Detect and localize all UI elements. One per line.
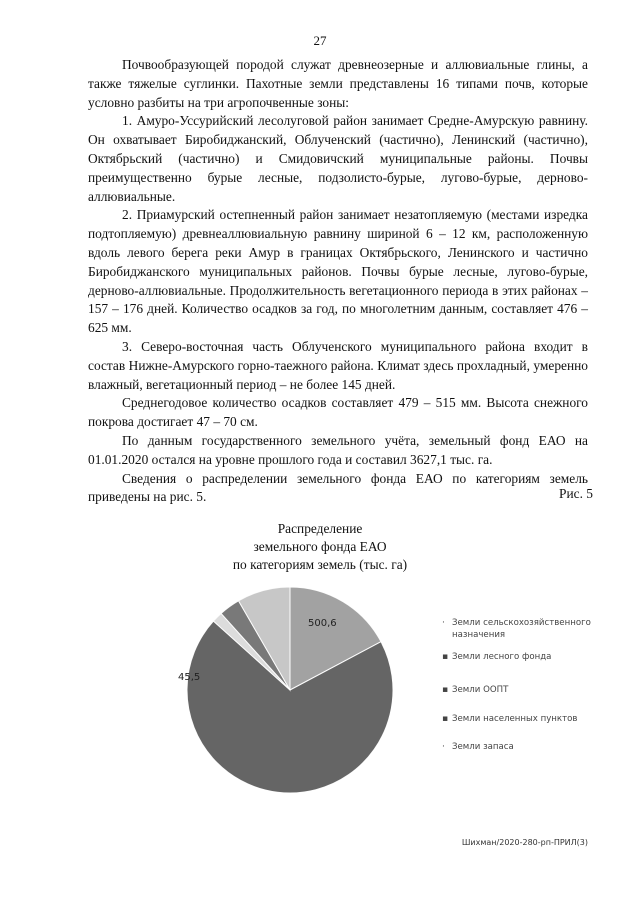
paragraph: По данным государственного земельного учёта, земельный фонд ЕАО на 01.01.2020 остался на уровне прошлого года и составил 3627,1 тыс. га.: [88, 432, 588, 467]
paragraph: 2. Приамурский остепненный район занимает незатопляемую (местами изредка подтопляемую) древнеаллювиальную равнину шириной 6 – 12 км, расположенную вдоль левого берега реки Амур в границах Октябрьского, Ленинского и частично Биробиджанского муниципальных районов. Почвы бурые лесные, лугово-бурые, дерново-аллювиальные. Продолжительность вегетационного периода в этих районах – 157 – 176 дней. Количество осадков за год, по многолетним данным, составляет 476 – 625 мм.: [88, 207, 588, 336]
legend-marker-icon: ·: [442, 618, 445, 628]
paragraph: 1. Амуро-Уссурийский лесолуговой район занимает Средне-Амурскую равнину. Он охватывает Биробиджанский, Облученский (частично), Ленинский (частично), Октябрьский (частично) и Смидовичский муниципальные районы. Почвы преимущественно бурые лесные, подзолисто-бурые, лугово-бурые, дерново-аллювиальные.: [88, 113, 588, 204]
chart-title: [200, 520, 440, 574]
legend-label: Земли ООПТ: [452, 685, 509, 695]
figure-label: Рис. 5: [559, 486, 593, 501]
legend-label: Земли сельскохозяйственного назначения: [452, 618, 591, 640]
pie-slices: [187, 587, 393, 793]
chart-title-line: по категориям земель (тыс. га): [232, 557, 408, 572]
paragraph: 3. Северо-восточная часть Облученского муниципального района входит в состав Нижне-Амурского горно-таежного района. Климат здесь прохладный, умеренно влажный, вегетационный период – не более 145 дней.: [88, 338, 588, 392]
paragraph: Сведения о распределении земельного фонда ЕАО по категориям земель приведены на рис. 5.: [88, 470, 588, 505]
legend-marker-icon: ·: [442, 742, 445, 752]
pie-chart: [140, 570, 440, 810]
legend-marker-icon: ▪: [442, 652, 449, 662]
paragraph: Почвообразующей породой служат древнеозерные и аллювиальные глины, а также тяжелые суглинки. Пахотные земли представлены 16 типами почв, которые условно разбиты на три агропочвенные зоны:: [88, 57, 588, 110]
legend-marker-icon: ▪: [442, 714, 449, 724]
chart-title-line: Распределение: [277, 521, 363, 536]
legend-label: Земли населенных пунктов: [452, 714, 578, 724]
document-code: Шихман/2020-280-рп-ПРИЛ(3): [461, 838, 588, 847]
legend-label: Земли лесного фонда: [452, 652, 552, 662]
body-text: [88, 56, 588, 507]
pie-data-label: 45,5: [178, 672, 201, 683]
legend-label: Земли запаса: [452, 742, 514, 752]
pie-data-label: 500,6: [308, 618, 337, 629]
paragraph: Среднегодовое количество осадков составляет 479 – 515 мм. Высота снежного покрова достигает 47 – 70 см.: [88, 395, 588, 430]
legend-marker-icon: ▪: [442, 685, 449, 695]
page-number: 27: [313, 33, 327, 48]
chart-title-line: земельного фонда ЕАО: [253, 539, 387, 554]
